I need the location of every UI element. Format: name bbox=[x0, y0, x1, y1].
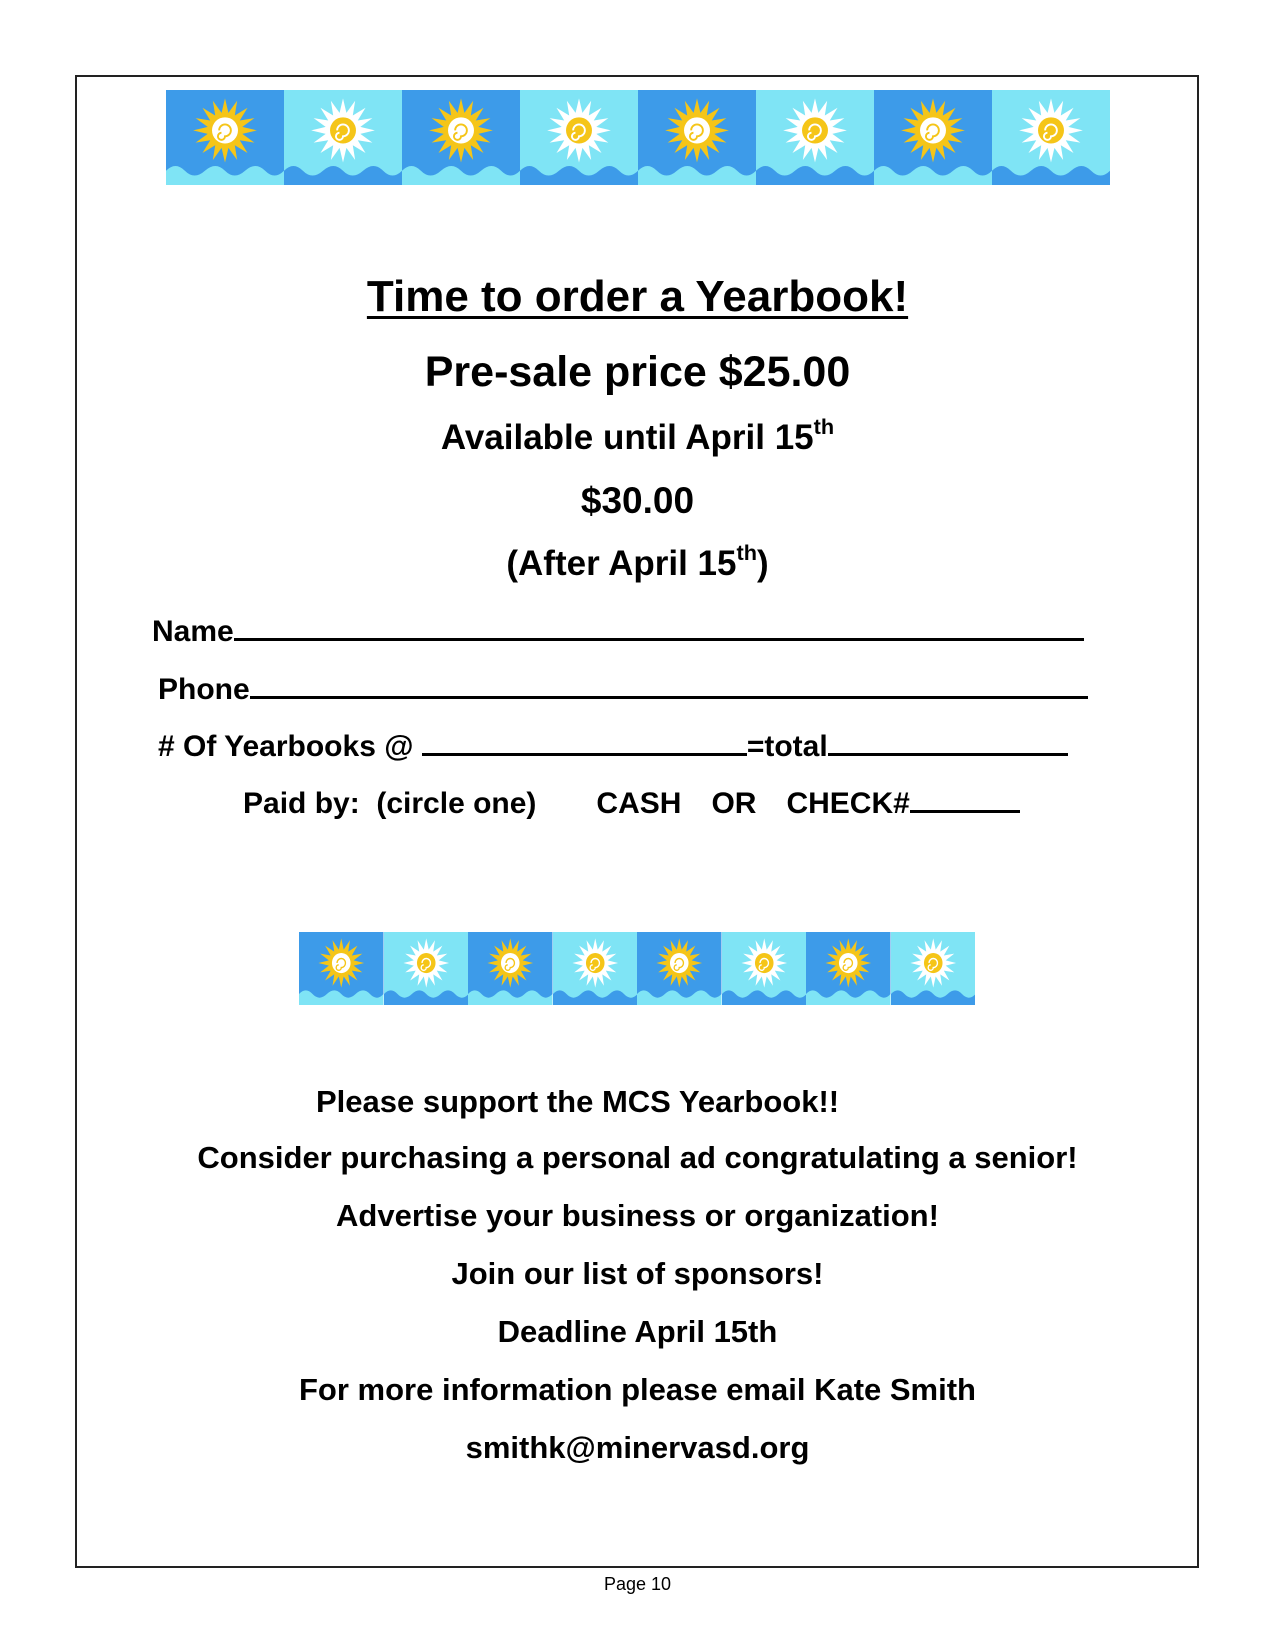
ad-sponsors-text: Join our list of sponsors! bbox=[451, 1256, 824, 1291]
white-sun-icon bbox=[756, 90, 874, 185]
name-label: Name bbox=[152, 615, 234, 648]
yellow-sun-icon bbox=[299, 932, 384, 1005]
top-sun-banner bbox=[166, 90, 1110, 185]
name-blank[interactable] bbox=[234, 610, 1084, 641]
white-sun-icon bbox=[992, 90, 1110, 185]
total-blank[interactable] bbox=[828, 725, 1068, 756]
white-sun-icon bbox=[722, 932, 807, 1005]
phone-label: Phone bbox=[158, 673, 250, 706]
presale-price: Pre-sale price $25.00 bbox=[424, 348, 851, 396]
count-blank[interactable] bbox=[422, 725, 747, 756]
white-sun-icon bbox=[384, 932, 469, 1005]
ad-info-text: For more information please email Kate Smith bbox=[299, 1372, 976, 1407]
white-sun-icon bbox=[553, 932, 638, 1005]
available-until: Available until April 15th bbox=[440, 413, 835, 457]
flyer-title: Time to order a Yearbook! bbox=[366, 272, 909, 321]
check-number-blank[interactable] bbox=[910, 782, 1020, 813]
payment-field bbox=[243, 782, 1020, 821]
phone-field[interactable] bbox=[158, 668, 1088, 707]
after-date: (After April 15th) bbox=[506, 539, 769, 583]
yellow-sun-icon bbox=[638, 90, 756, 185]
yellow-sun-icon bbox=[874, 90, 992, 185]
check-option[interactable]: CHECK# bbox=[786, 787, 910, 820]
yellow-sun-icon bbox=[468, 932, 553, 1005]
yellow-sun-icon bbox=[637, 932, 722, 1005]
white-sun-icon bbox=[284, 90, 402, 185]
yearbook-count-field[interactable] bbox=[158, 725, 1068, 764]
page-number: Page 10 bbox=[603, 1574, 672, 1594]
ad-personal-text: Consider purchasing a personal ad congratulating a senior! bbox=[197, 1140, 1078, 1175]
total-label: =total bbox=[746, 730, 828, 763]
regular-price: $30.00 bbox=[580, 480, 695, 521]
support-heading: Please support the MCS Yearbook!! bbox=[316, 1084, 840, 1119]
yellow-sun-icon bbox=[806, 932, 891, 1005]
count-label: # Of Yearbooks @ bbox=[158, 730, 422, 763]
yellow-sun-icon bbox=[402, 90, 520, 185]
paid-label: Paid by: (circle one) bbox=[243, 787, 537, 820]
or-text: OR bbox=[711, 787, 757, 820]
name-field[interactable] bbox=[152, 610, 1084, 649]
phone-blank[interactable] bbox=[250, 668, 1088, 699]
cash-option[interactable]: CASH bbox=[596, 787, 682, 820]
bottom-sun-banner bbox=[299, 932, 975, 1005]
ad-deadline-text: Deadline April 15th bbox=[497, 1314, 778, 1349]
contact-email[interactable]: smithk@minervasd.org bbox=[465, 1430, 810, 1465]
white-sun-icon bbox=[520, 90, 638, 185]
yellow-sun-icon bbox=[166, 90, 284, 185]
white-sun-icon bbox=[891, 932, 976, 1005]
ad-business-text: Advertise your business or organization! bbox=[336, 1198, 939, 1233]
